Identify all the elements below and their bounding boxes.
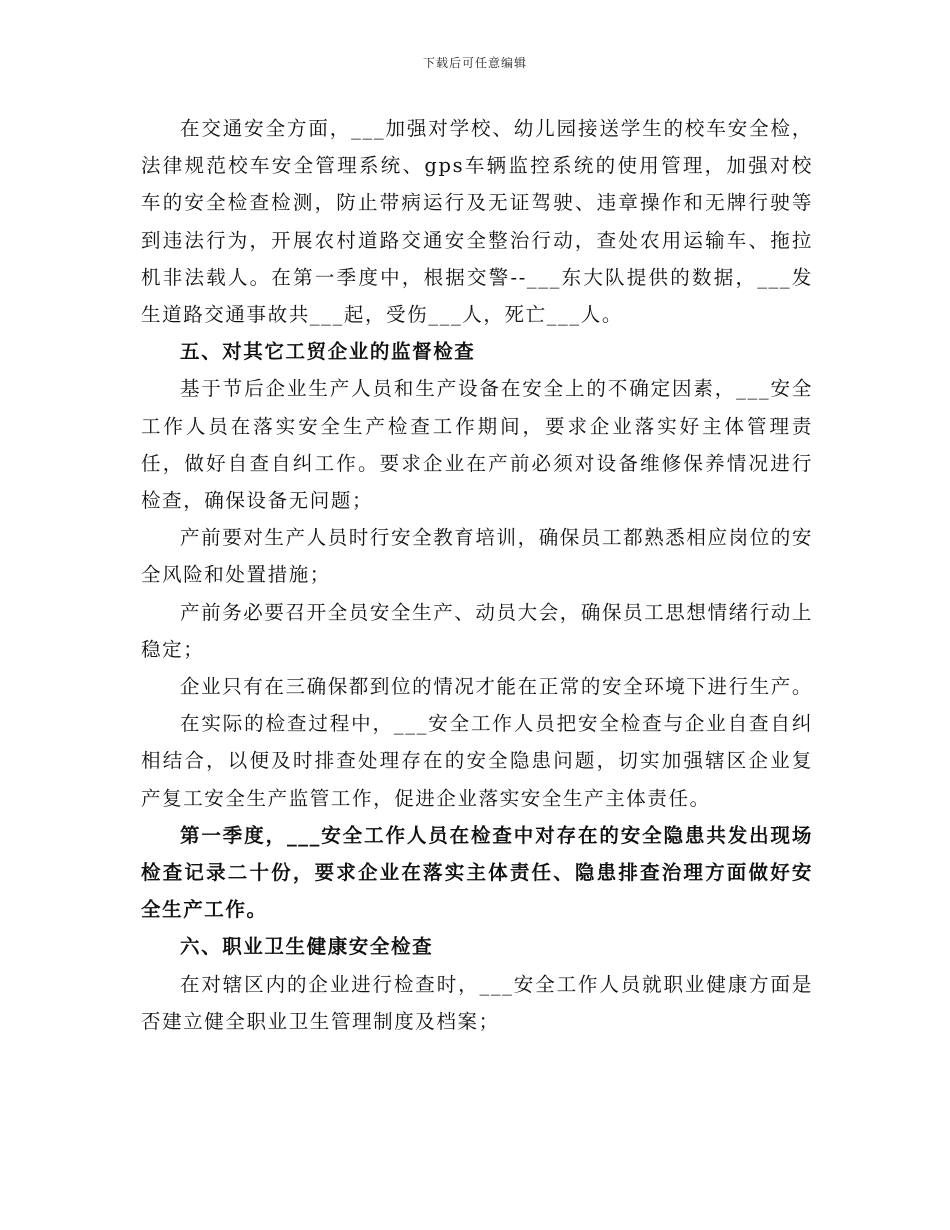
section-heading-5: 五、对其它工贸企业的监督检查 [180,340,476,364]
paragraph-mobilization: 产前务必要召开全员安全生产、动员大会，确保员工思想情绪行动上稳定； [141,600,814,661]
paragraph-three-ensures: 企业只有在三确保都到位的情况才能在正常的安全环境下进行生产。 [180,675,814,699]
paragraph-enterprise-inspection: 基于节后企业生产人员和生产设备在安全上的不确定因素，___安全工作人员在落实安全生产检查工作期间，要求企业落实好主体管理责任，做好自查自纠工作。要求企业在产前必须对设备维修保养情况进行检查，确保设备无问题； [141,377,813,513]
paragraph-training: 产前要对生产人员时行安全教育培训，确保员工都熟悉相应岗位的安全风险和处置措施； [141,526,814,587]
paragraph-occupational-health: 在对辖区内的企业进行检查时，___安全工作人员就职业健康方面是否建立健全职业卫生管理制度及档案； [141,972,813,1033]
page-header: 下载后可任意编辑 [422,56,527,70]
paragraph-traffic-safety: 在交通安全方面，___加强对学校、幼儿园接送学生的校车安全检，法律规范校车安全管理系统、gps车辆监控系统的使用管理，加强对校车的安全检查检测，防止带病运行及无证驾驶、违章操作和无牌行驶等到违法行为，开展农村道路交通安全整治行动，查处农用运输车、拖拉机非法载人。在第一季度中，根据交警--___东大队提供的数据，___发生道路交通事故共___起，受伤___人，死亡___人。 [141,117,813,327]
section-heading-6: 六、职业卫生健康安全检查 [180,935,434,959]
document-body [141,110,813,1040]
paragraph-first-quarter-summary: 第一季度，___安全工作人员在检查中对存在的安全隐患共发出现场检查记录二十份，要求企业在落实主体责任、隐患排查治理方面做好安全生产工作。 [141,823,813,922]
paragraph-inspection-process: 在实际的检查过程中，___安全工作人员把安全检查与企业自查自纠相结合，以便及时排查处理存在的安全隐患问题，切实加强辖区企业复产复工安全生产监管工作，促进企业落实安全生产主体责任。 [141,712,813,810]
